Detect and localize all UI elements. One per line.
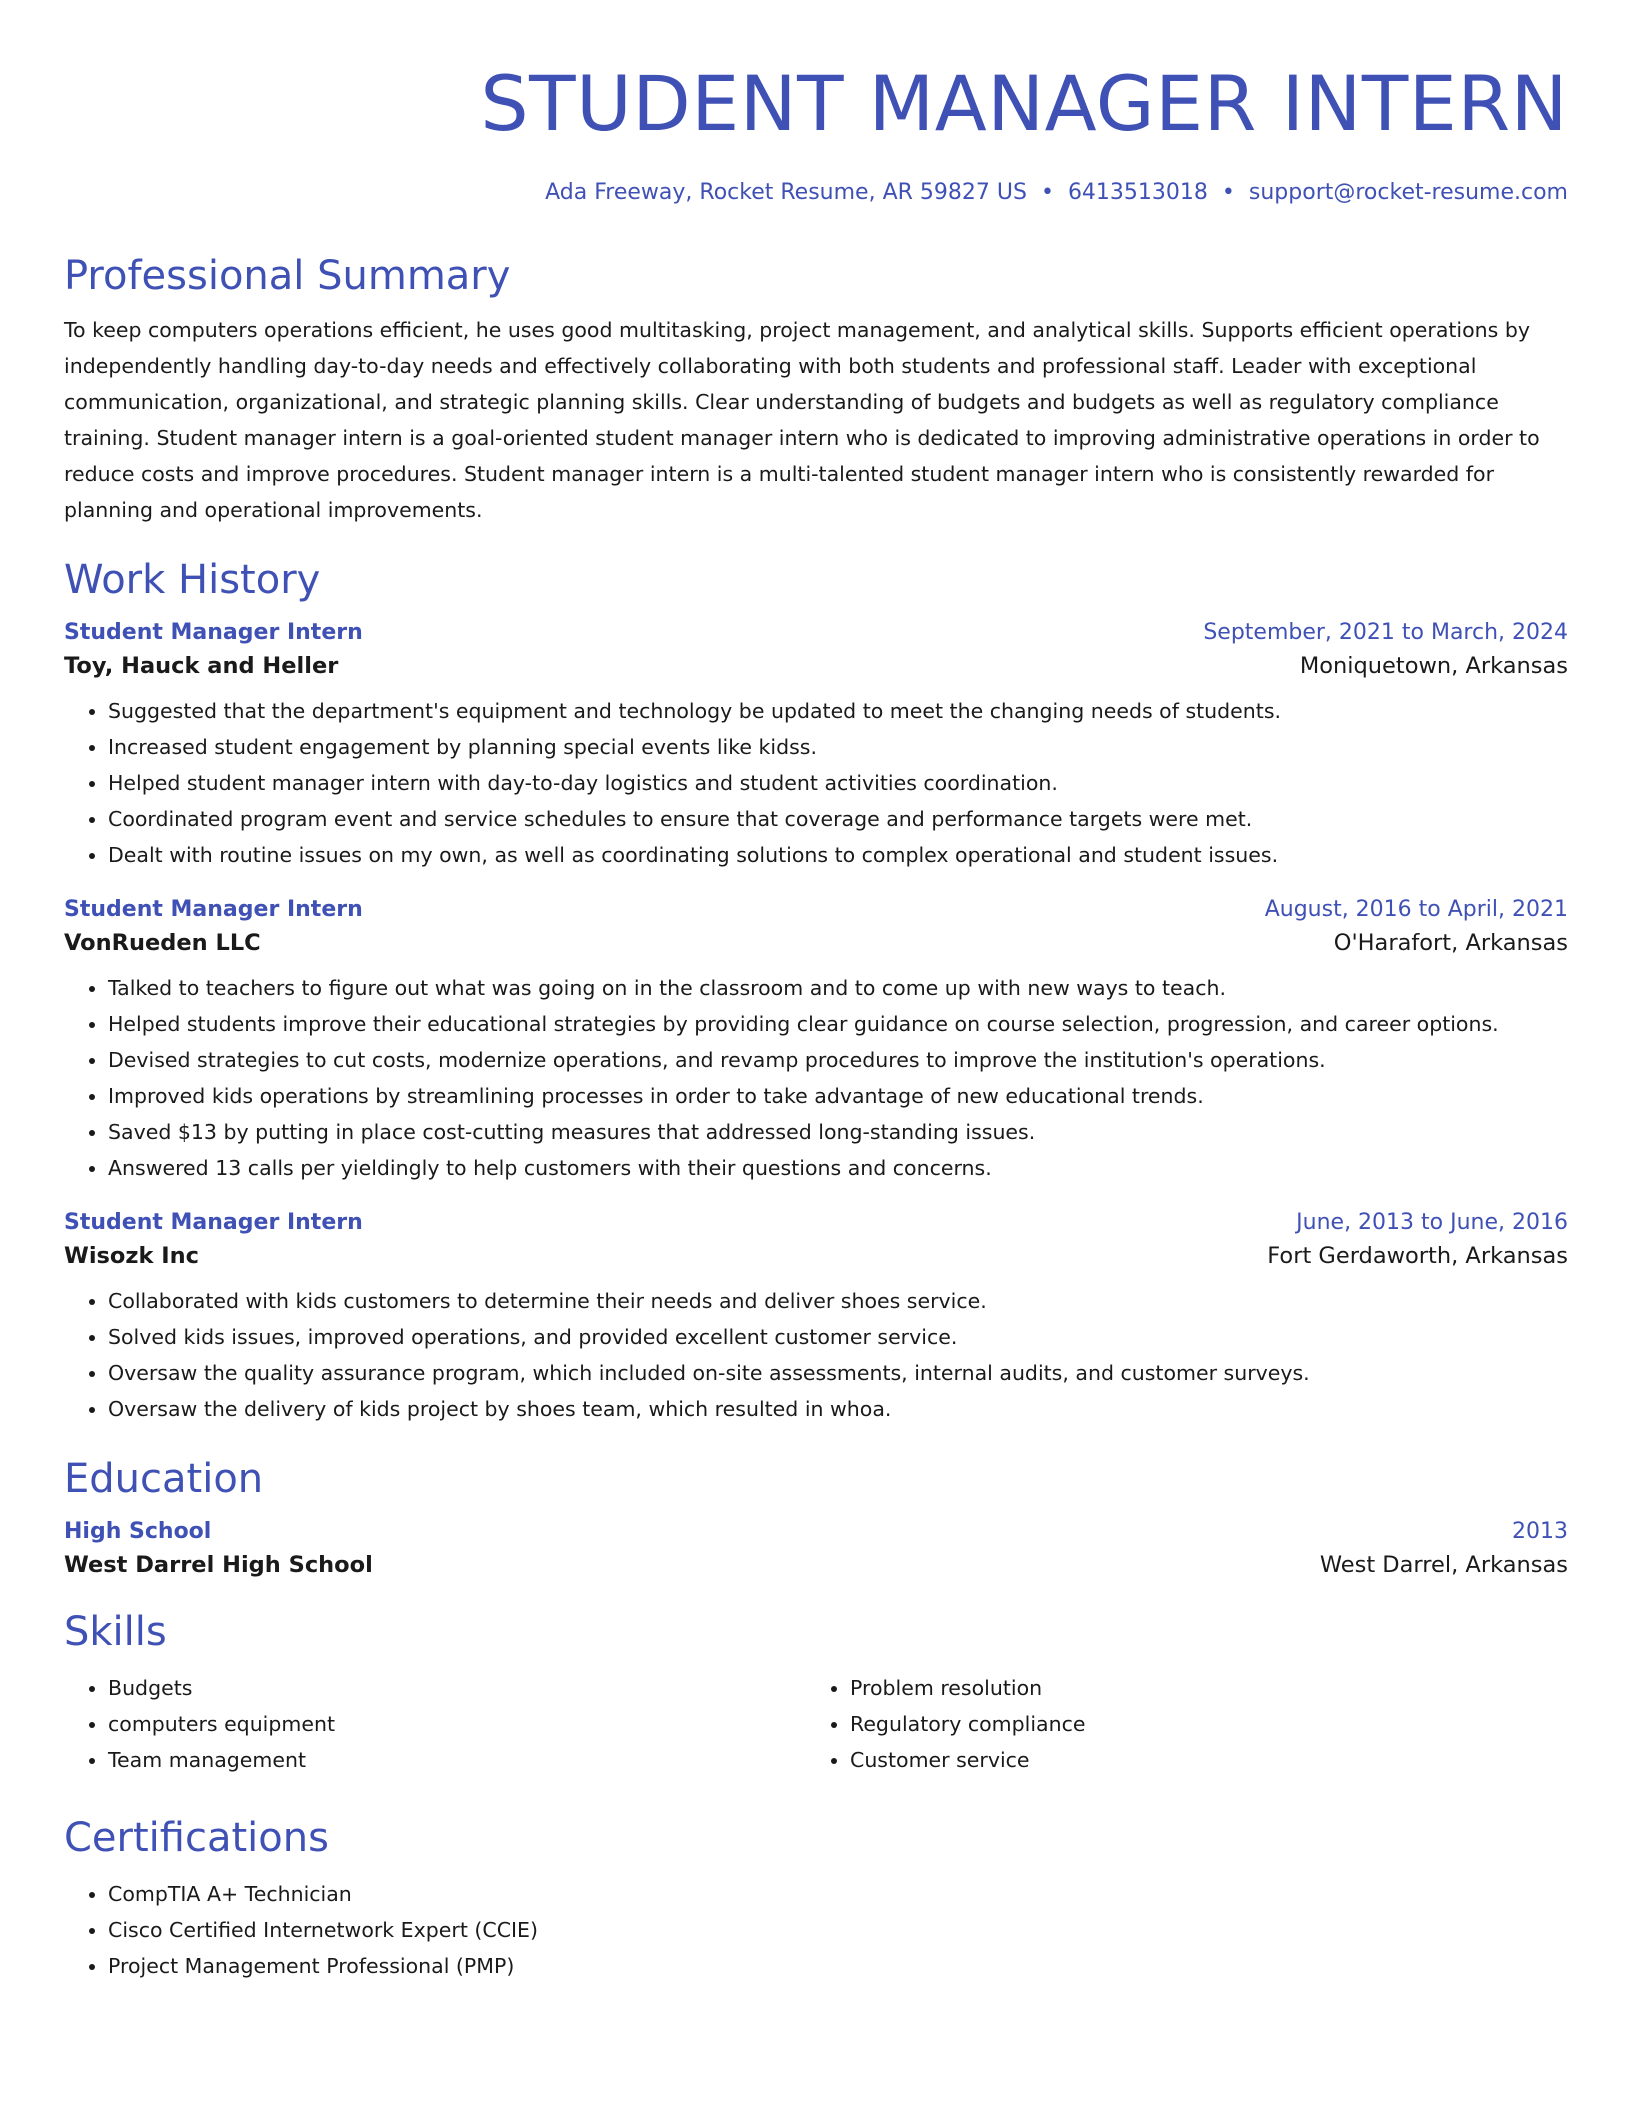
contact-email: support@rocket-resume.com bbox=[1248, 180, 1568, 205]
section-heading-certifications: Certifications bbox=[64, 1815, 329, 1861]
education-degree: High School bbox=[64, 1519, 212, 1544]
education-year: 2013 bbox=[1512, 1519, 1568, 1544]
job-bullet: • Oversaw the quality assurance program, which included on-site assessments, internal audits, and customer surveys. bbox=[108, 1355, 1568, 1391]
certification-item: • Project Management Professional (PMP) bbox=[108, 1948, 1568, 1984]
job-bullets bbox=[64, 970, 1568, 1186]
education-row-primary bbox=[64, 1519, 1568, 1544]
resume-title: STUDENT MANAGER INTERN bbox=[480, 59, 1568, 148]
certification-item: • Cisco Certified Internetwork Expert (CCIE) bbox=[108, 1912, 1568, 1948]
skills-column-right bbox=[806, 1670, 1568, 1778]
job-location: O'Harafort, Arkansas bbox=[1333, 930, 1568, 956]
job-location: Fort Gerdaworth, Arkansas bbox=[1267, 1243, 1568, 1269]
work-entry-row-primary bbox=[64, 620, 1568, 645]
job-bullet: • Helped student manager intern with day-to-day logistics and student activities coordination. bbox=[108, 765, 1568, 801]
job-bullet: • Increased student engagement by planning special events like kidss. bbox=[108, 729, 1568, 765]
skill-item: • Team management bbox=[108, 1742, 806, 1778]
work-history-list bbox=[64, 620, 1568, 1427]
section-heading-education: Education bbox=[64, 1456, 264, 1502]
work-entry-row-secondary bbox=[64, 653, 1568, 679]
contact-line bbox=[64, 180, 1568, 205]
work-entry-row-secondary bbox=[64, 1243, 1568, 1269]
job-employer: Wisozk Inc bbox=[64, 1243, 199, 1269]
job-bullet: • Collaborated with kids customers to determine their needs and deliver shoes service. bbox=[108, 1283, 1568, 1319]
work-entry bbox=[64, 1210, 1568, 1427]
skill-item: • Problem resolution bbox=[850, 1670, 1568, 1706]
certifications-list bbox=[64, 1876, 1568, 1984]
section-heading-summary: Professional Summary bbox=[64, 253, 511, 299]
job-bullet: • Coordinated program event and service schedules to ensure that coverage and performance targets were met. bbox=[108, 801, 1568, 837]
skills-column-left bbox=[64, 1670, 806, 1778]
job-employer: Toy, Hauck and Heller bbox=[64, 653, 339, 679]
job-location: Moniquetown, Arkansas bbox=[1299, 653, 1568, 679]
skill-item: • Regulatory compliance bbox=[850, 1706, 1568, 1742]
job-bullet: • Solved kids issues, improved operations, and provided excellent customer service. bbox=[108, 1319, 1568, 1355]
contact-separator: • bbox=[1040, 180, 1054, 205]
contact-phone: 6413513018 bbox=[1067, 180, 1208, 205]
job-bullets bbox=[64, 693, 1568, 873]
skill-item: • Budgets bbox=[108, 1670, 806, 1706]
job-employer: VonRueden LLC bbox=[64, 930, 261, 956]
education-entry bbox=[64, 1519, 1568, 1578]
work-entry bbox=[64, 620, 1568, 873]
job-bullet: • Helped students improve their educational strategies by providing clear guidance on course selection, progression, and career options. bbox=[108, 1006, 1568, 1042]
job-title: Student Manager Intern bbox=[64, 620, 363, 645]
education-row-secondary bbox=[64, 1552, 1568, 1578]
section-heading-work-history: Work History bbox=[64, 557, 321, 603]
job-bullet: • Improved kids operations by streamlining processes in order to take advantage of new educational trends. bbox=[108, 1078, 1568, 1114]
job-bullet: • Answered 13 calls per yieldingly to help customers with their questions and concerns. bbox=[108, 1150, 1568, 1186]
skills-grid bbox=[64, 1670, 1568, 1778]
job-bullets bbox=[64, 1283, 1568, 1427]
job-bullet: • Talked to teachers to figure out what was going on in the classroom and to come up with new ways to teach. bbox=[108, 970, 1568, 1006]
job-bullet: • Oversaw the delivery of kids project by shoes team, which resulted in whoa. bbox=[108, 1391, 1568, 1427]
job-bullet: • Devised strategies to cut costs, modernize operations, and revamp procedures to improve the institution's operations. bbox=[108, 1042, 1568, 1078]
job-title: Student Manager Intern bbox=[64, 897, 363, 922]
contact-address: Ada Freeway, Rocket Resume, AR 59827 US bbox=[545, 180, 1027, 205]
education-location: West Darrel, Arkansas bbox=[1319, 1552, 1568, 1578]
job-bullet: • Saved $13 by putting in place cost-cutting measures that addressed long-standing issues. bbox=[108, 1114, 1568, 1150]
skill-item: • Customer service bbox=[850, 1742, 1568, 1778]
certification-item: • CompTIA A+ Technician bbox=[108, 1876, 1568, 1912]
job-bullet: • Dealt with routine issues on my own, as well as coordinating solutions to complex operational and student issues. bbox=[108, 837, 1568, 873]
work-entry-row-secondary bbox=[64, 930, 1568, 956]
education-school: West Darrel High School bbox=[64, 1552, 373, 1578]
job-dates: September, 2021 to March, 2024 bbox=[1203, 620, 1568, 645]
skill-item: • computers equipment bbox=[108, 1706, 806, 1742]
work-entry-row-primary bbox=[64, 897, 1568, 922]
work-entry-row-primary bbox=[64, 1210, 1568, 1235]
job-dates: June, 2013 to June, 2016 bbox=[1296, 1210, 1568, 1235]
work-entry bbox=[64, 897, 1568, 1186]
job-title: Student Manager Intern bbox=[64, 1210, 363, 1235]
job-bullet: • Suggested that the department's equipment and technology be updated to meet the changing needs of students. bbox=[108, 693, 1568, 729]
job-dates: August, 2016 to April, 2021 bbox=[1264, 897, 1568, 922]
section-heading-skills: Skills bbox=[64, 1609, 167, 1655]
contact-separator: • bbox=[1221, 180, 1235, 205]
summary-text: To keep computers operations efficient, he uses good multitasking, project management, and analytical skills. Supports efficient operations by independently handling day-to-day needs and effectively collaborating with both students and professional staff. Leader with exceptional communication, organizational, and strategic planning skills. Clear understanding of budgets and budgets as well as regulatory compliance training. Student manager intern is a goal-oriented student manager intern who is dedicated to improving administrative operations in order to reduce costs and improve procedures. Student manager intern is a multi-talented student manager intern who is consistently rewarded for planning and operational improvements. bbox=[64, 318, 1540, 522]
